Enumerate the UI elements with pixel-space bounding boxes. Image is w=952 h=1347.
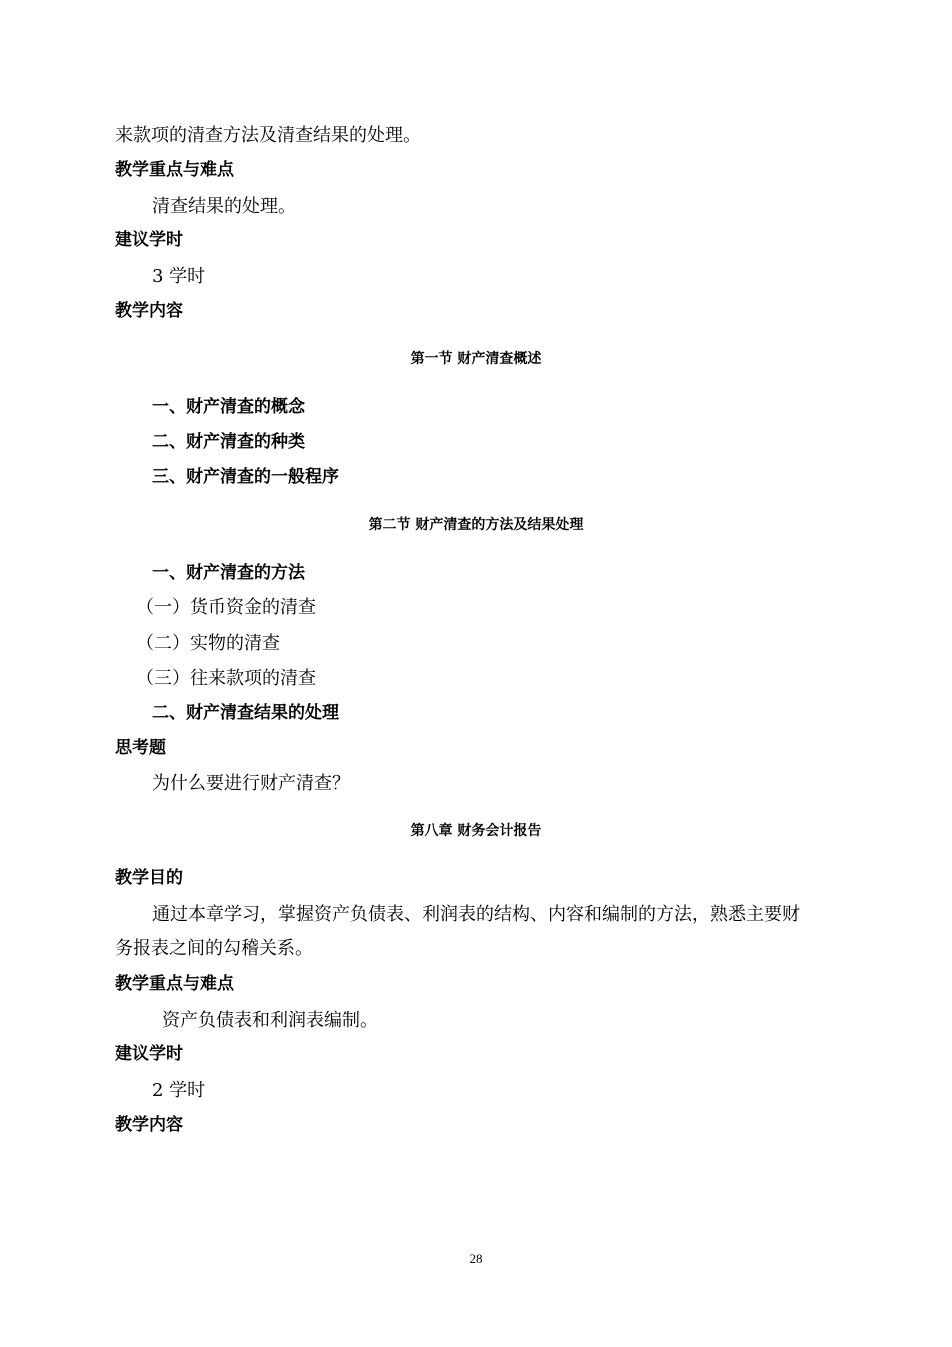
paragraph-continuation: 来款项的清查方法及清查结果的处理。 [115,125,421,146]
key-points-text-2: 资产负债表和利润表编制。 [162,1010,378,1031]
question-text: 为什么要进行财产清查？ [152,773,350,794]
suggested-hours-text: 3 学时 [152,266,206,287]
suggested-hours-text-2: 2 学时 [152,1080,206,1101]
heading-questions: 思考题 [115,738,166,758]
heading-key-points-2: 教学重点与难点 [115,974,234,994]
heading-teaching-goal: 教学目的 [115,868,183,888]
subheading-concept: 一、财产清查的概念 [152,397,305,417]
heading-key-points: 教学重点与难点 [115,160,234,180]
heading-teaching-content-2: 教学内容 [115,1115,183,1135]
teaching-goal-text-line2: 务报表之间的勾稽关系。 [115,938,313,959]
list-item-physical: （二）实物的清查 [136,633,280,654]
section-title-1: 第一节 财产清查概述 [410,351,542,367]
page-number: 28 [469,1251,483,1266]
subheading-procedure: 三、财产清查的一般程序 [152,467,339,487]
heading-suggested-hours: 建议学时 [115,230,183,250]
key-points-text: 清查结果的处理。 [152,196,296,217]
list-item-receivables: （三）往来款项的清查 [136,668,316,689]
section-title-2: 第二节 财产清查的方法及结果处理 [368,517,584,533]
subheading-types: 二、财产清查的种类 [152,432,305,452]
list-item-cash: （一）货币资金的清查 [136,597,316,618]
subheading-result-processing: 二、财产清查结果的处理 [152,703,339,723]
heading-teaching-content: 教学内容 [115,301,183,321]
chapter-title: 第八章 财务会计报告 [410,823,542,839]
subheading-methods: 一、财产清查的方法 [152,563,305,583]
teaching-goal-text-line1: 通过本章学习，掌握资产负债表、利润表的结构、内容和编制的方法，熟悉主要财 [152,904,800,925]
heading-suggested-hours-2: 建议学时 [115,1044,183,1064]
